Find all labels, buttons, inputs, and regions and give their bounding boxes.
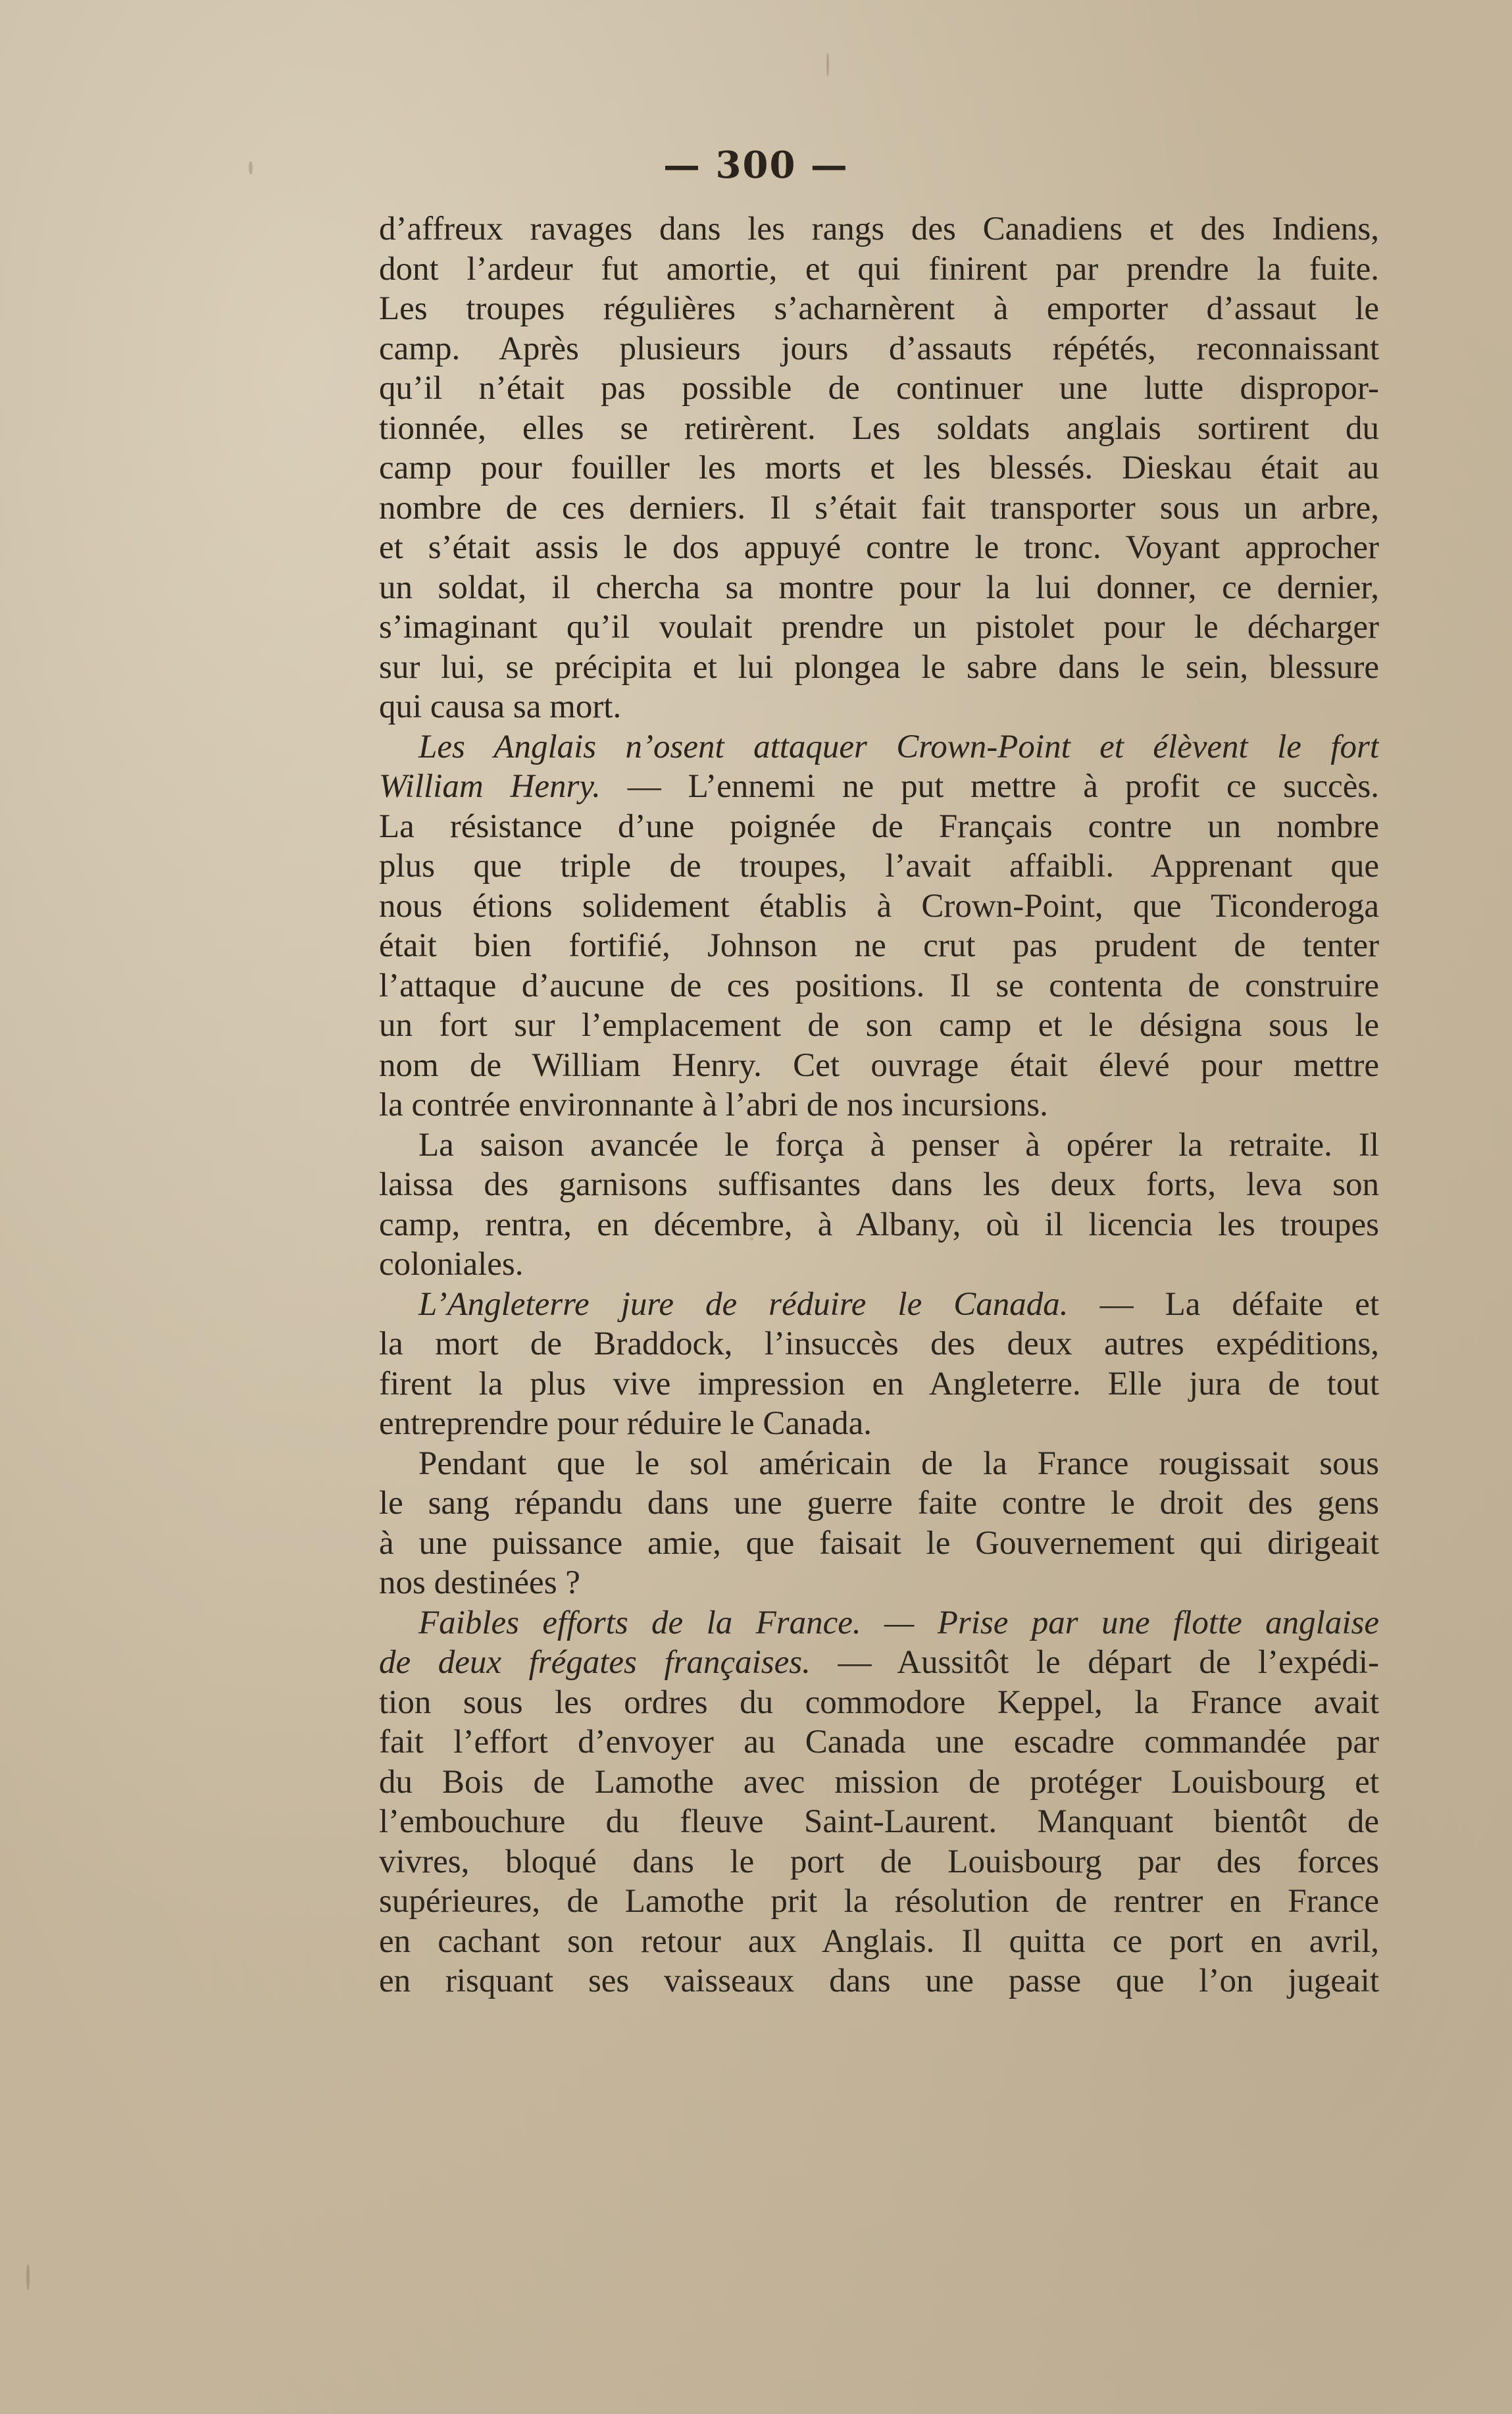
text-segment: qui causa sa mort. [379,688,622,725]
text-segment: Pendant que le sol américain de la France rougissait sous [418,1445,1379,1482]
text-segment: la mort de Braddock, l’insuccès des deux autres expéditions, [379,1325,1379,1362]
text-segment: d’affreux ravages dans les rangs des Canadiens et des Indiens, [379,211,1379,247]
text-segment: était bien fortifié, Johnson ne crut pas prudent de tenter [379,927,1379,964]
text-line [379,807,1379,847]
text-line [379,1444,1379,1484]
text-line [379,687,1379,727]
italic-heading-segment: William Henry. [379,768,601,805]
text-line [379,1961,1379,2001]
text-line [379,369,1379,409]
text-segment: et s’était assis le dos appuyé contre le tronc. Voyant approcher [379,529,1379,566]
text-line [379,966,1379,1006]
text-line [379,1882,1379,1922]
text-line [379,1483,1379,1524]
text-segment: camp pour fouiller les morts et les blessés. Dieskau était au [379,449,1379,486]
text-segment: laissa des garnisons suffisantes dans les deux forts, leva son [379,1166,1379,1203]
text-segment: dont l’ardeur fut amortie, et qui finirent par prendre la fuite. [379,250,1379,288]
text-line [379,1205,1379,1245]
text-segment: la contrée environnante à l’abri de nos incursions. [379,1087,1048,1123]
text-segment: du Bois de Lamothe avec mission de protéger Louisbourg et [379,1763,1379,1801]
text-line [379,1046,1379,1086]
text-line [379,249,1379,290]
italic-heading-segment: L’Angleterre jure de réduire le Canada. [418,1285,1069,1323]
paper-speck [826,53,829,76]
text-segment: à une puissance amie, que faisait le Gouvernement qui dirigeait [379,1524,1379,1562]
text-line [379,886,1379,927]
italic-heading-segment: Les Anglais n’osent attaquer Crown-Point et élèvent le fort [418,728,1379,765]
text-line [379,568,1379,608]
text-segment: plus que triple de troupes, l’avait affaibli. Apprenant que [379,848,1379,885]
text-line [379,448,1379,488]
text-line [379,648,1379,688]
text-segment: nous étions solidement établis à Crown-Point, que Ticonderoga [379,887,1379,925]
page-number: — 300 — [663,143,849,187]
text-segment: La résistance d’une poignée de Français contre un nombre [379,808,1379,845]
text-segment: fait l’effort d’envoyer au Canada une escadre commandée par [379,1724,1379,1760]
text-line [379,607,1379,648]
text-segment: camp. Après plusieurs jours d’assauts répétés, reconnaissant [379,330,1379,367]
paper-speck [26,2264,30,2290]
text-line [379,1922,1379,1962]
text-segment: camp, rentra, en décembre, à Albany, où il licencia les troupes [379,1206,1379,1243]
text-segment: tionnée, elles se retirèrent. Les soldats anglais sortirent du [379,409,1379,447]
text-line [379,528,1379,568]
text-segment: qu’il n’était pas possible de continuer une lutte dispropor- [379,370,1379,407]
italic-heading-segment: de deux frégates françaises. [379,1644,811,1681]
text-line [379,1802,1379,1842]
text-line [379,1006,1379,1046]
text-segment: nombre de ces derniers. Il s’était fait transporter sous un arbre, [379,489,1379,526]
text-segment: nos destinées ? [379,1564,580,1601]
text-line [379,1125,1379,1166]
text-line [379,1524,1379,1564]
text-line [379,767,1379,807]
paper-speck [249,161,253,174]
text-segment: firent la plus vive impression en Angleterre. Elle jura de tout [379,1365,1379,1402]
text-line [379,1245,1379,1285]
italic-heading-segment: Faibles efforts de la France. — Prise par une flotte anglaise [418,1604,1379,1641]
paper-speck [750,1237,753,1241]
text-segment: Les troupes régulières s’acharnèrent à emporter d’assaut le [379,290,1379,327]
text-segment: le sang répandu dans une guerre faite contre le droit des gens [379,1485,1379,1522]
text-segment: l’embouchure du fleuve Saint-Laurent. Manquant bientôt de [379,1803,1379,1840]
text-line [379,1324,1379,1364]
text-line [379,329,1379,369]
text-segment: entreprendre pour réduire le Canada. [379,1405,872,1442]
text-line [379,1683,1379,1723]
text-segment: en cachant son retour aux Anglais. Il quitta ce port en avril, [379,1922,1379,1960]
text-line [379,409,1379,449]
text-line [379,926,1379,966]
text-segment: supérieures, de Lamothe prit la résolution de rentrer en France [379,1883,1379,1920]
text-line [379,1603,1379,1643]
text-line [379,1762,1379,1803]
text-line [379,1563,1379,1603]
text-segment: un soldat, il chercha sa montre pour la lui donner, ce dernier, [379,569,1379,606]
text-segment: La saison avancée le força à penser à opérer la retraite. Il [418,1126,1379,1164]
text-line [379,846,1379,886]
text-line [379,1364,1379,1404]
text-segment: un fort sur l’emplacement de son camp et le désigna sous le [379,1007,1379,1044]
text-segment: nom de William Henry. Cet ouvrage était élevé pour mettre [379,1046,1379,1084]
text-line [379,289,1379,329]
text-line [379,1722,1379,1762]
text-line [379,209,1379,249]
text-segment: en risquant ses vaisseaux dans une passe que l’on jugeait [379,1963,1379,1999]
text-segment: tion sous les ordres du commodore Keppel, la France avait [379,1683,1379,1721]
text-segment: s’imaginant qu’il voulait prendre un pistolet pour le décharger [379,609,1379,646]
text-segment: vivres, bloqué dans le port de Louisbourg par des forces [379,1843,1379,1880]
text-line [379,1085,1379,1125]
text-line [379,727,1379,767]
text-line [379,1842,1379,1882]
body-text [379,209,1379,2001]
text-line [379,1404,1379,1444]
text-segment: coloniales. [379,1246,524,1283]
text-line [379,488,1379,528]
text-segment: — L’ennemi ne put mettre à profit ce succès. [600,768,1379,805]
text-segment: — Aussitôt le départ de l’expédi- [810,1644,1379,1681]
text-line [379,1285,1379,1325]
text-segment: sur lui, se précipita et lui plongea le sabre dans le sein, blessure [379,648,1379,686]
text-line [379,1165,1379,1205]
text-segment: l’attaque d’aucune de ces positions. Il se contenta de construire [379,967,1379,1004]
text-line [379,1643,1379,1683]
text-segment: — La défaite et [1068,1285,1379,1323]
